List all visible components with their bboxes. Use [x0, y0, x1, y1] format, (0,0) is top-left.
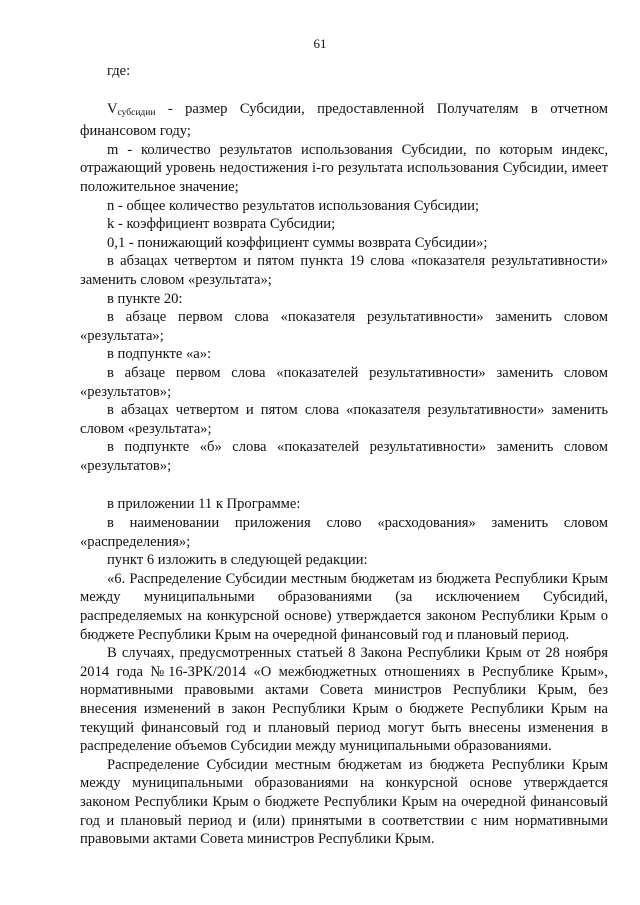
paragraph-subitem-b: в подпункте «б» слова «показателей результативности» заменить словом «результатов»;: [80, 439, 608, 474]
paragraph-v-subsidy: [80, 100, 608, 141]
paragraph-n-definition: n - общее количество результатов использования Субсидии;: [107, 197, 480, 214]
paragraph-appendix-name: в наименовании приложения слово «расходования» заменить словом «распределения»;: [80, 515, 608, 550]
paragraph-cases: В случаях, предусмотренных статьей 8 Закона Республики Крым от 28 ноября 2014 года №16-ЗРК/2014 «О межбюджетных отношениях в Республике Крым», нормативными правовыми актами Совета министров Республики Крым, без внесения изменений в закон Республики Крым о бюджете Республики Крым на текущий финансовый год и плановый период могут быть внесены изменения в распределение объемов Субсидии между муниципальными образованиями.: [80, 645, 608, 755]
paragraph-where: где:: [107, 63, 131, 79]
v-subscript: субсидии: [117, 107, 156, 118]
paragraph-item-20-first: в абзаце первом слова «показателя результативности» заменить словом «результата»;: [80, 309, 608, 344]
paragraph-coefficient: 0,1 - понижающий коэффициент суммы возврата Субсидии»;: [107, 234, 488, 251]
paragraph-subitem-a-first: в абзаце первом слова «показателей результативности» заменить словом «результатов»;: [80, 364, 608, 400]
paragraph-subitem-a: в подпункте «а»:: [107, 346, 212, 363]
paragraph-competitive-distribution: Распределение Субсидии местным бюджетам из бюджета Республики Крым между муниципальными образованиями на конкурсной основе утверждается законом Республики Крым о бюджете Республики Крым на очередной финансовый год и плановый период и (или) принятыми в соответствии с ним нормативными правовыми актами Совета министров Республики Крым.: [80, 756, 608, 848]
paragraph-item-6-text: «6. Распределение Субсидии местным бюджетам из бюджета Республики Крым между муниципальными образованиями (за исключением Субсидий, распределяемых на конкурсной основе) утверждается законом Республики Крым о бюджете Республики Крым на очередной финансовый год и плановый период.: [80, 570, 608, 643]
paragraph-m-definition: m - количество результатов использования Субсидии, по которым индекс, отражающий уровень недостижения i-го результата использования Субсидии, имеет положительное значение;: [80, 141, 608, 195]
paragraph-item-6-intro: пункт 6 изложить в следующей редакции:: [107, 552, 368, 569]
paragraph-appendix-11: в приложении 11 к Программе:: [107, 496, 301, 513]
paragraph-subitem-a-fourth: в абзацах четвертом и пятом слова «показателя результативности» заменить словом «результата»;: [80, 402, 608, 437]
paragraph-item-19: в абзацах четвертом и пятом пункта 19 слова «показателя результативности» заменить словом «результата»;: [80, 253, 608, 288]
v-definition: - размер Субсидии, предоставленной Получателям в отчетном финансовом году;: [80, 100, 608, 140]
v-symbol: V: [107, 100, 118, 117]
page-number: 61: [313, 36, 327, 51]
paragraph-k-definition: k - коэффициент возврата Субсидии;: [107, 216, 336, 233]
paragraph-item-20: в пункте 20:: [107, 290, 183, 307]
document-body: [80, 62, 608, 849]
